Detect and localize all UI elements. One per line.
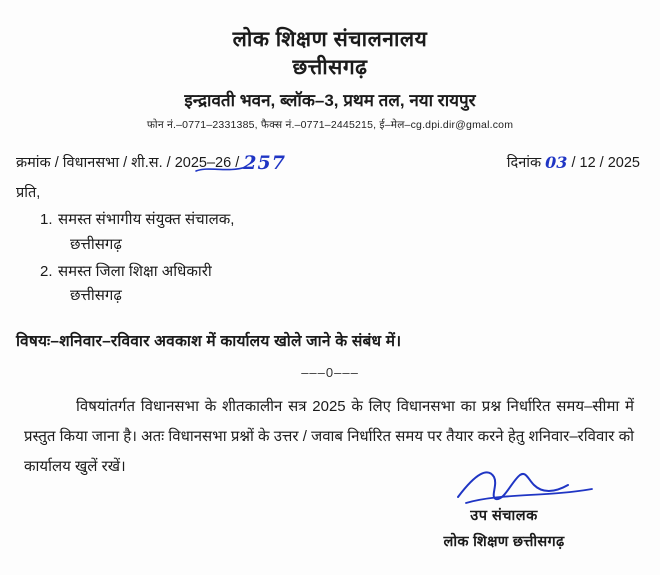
- reference-prefix: क्रमांक / विधानसभा / शी.स. / 2025–26 /: [16, 155, 240, 172]
- list-item-number: 2.: [40, 262, 53, 280]
- signature-block: [374, 461, 634, 551]
- signature-ink: [374, 461, 634, 505]
- signatory-designation: उप संचालक: [470, 508, 538, 524]
- section-divider: –––0–––: [301, 365, 359, 381]
- reference-number-block: [16, 150, 286, 175]
- organization-name: लोक शिक्षण संचालनालय: [232, 28, 428, 51]
- contact-line: फोन नं.–0771–2331385, फैक्स नं.–0771–2445215, ई–मेल–cg.dpi.dir@gmal.com: [146, 119, 514, 132]
- list-item-line1: समस्त संभागीय संयुक्त संचालक,: [58, 211, 235, 229]
- date-block: [507, 152, 644, 172]
- list-item: [0, 208, 660, 256]
- office-address: इन्द्रावती भवन, ब्लॉक–3, प्रथम तल, नया रायपुर: [184, 90, 476, 110]
- list-item-number: 1.: [40, 211, 53, 229]
- handwritten-signature-icon: [450, 463, 600, 509]
- list-item-line2: छत्तीसगढ़: [70, 287, 122, 305]
- date-label: दिनांक: [506, 155, 542, 172]
- list-item: [0, 260, 660, 308]
- date-day-handwritten: 03: [545, 153, 568, 173]
- reference-number-handwritten: 257: [243, 152, 286, 175]
- state-name: छत्तीसगढ़: [292, 56, 368, 80]
- list-item-line1: समस्त जिला शिक्षा अधिकारी: [58, 262, 212, 280]
- salutation: प्रति,: [16, 185, 41, 202]
- signatory-office: लोक शिक्षण छत्तीसगढ़: [443, 534, 565, 550]
- subject-text: शनिवार–रविवार अवकाश में कार्यालय खोले जाने के संबंध में।: [59, 333, 402, 351]
- list-item-line2: छत्तीसगढ़: [70, 235, 122, 253]
- subject-label: विषयः–: [16, 333, 60, 351]
- reference-row: [16, 150, 644, 175]
- body-paragraph-text: विषयांतर्गत विधानसभा के शीतकालीन सत्र 2025 के लिए विधानसभा का प्रश्न निर्धारित समय–सीमा में प्रस्तुत किया जाना है। अतः विधानसभा प्रश्नों के उत्तर / जवाब निर्धारित समय पर तैयार करने हेतु शनिवार–रविवार को कार्यालय खुलें रखें।: [24, 398, 634, 476]
- date-rest: / 12 / 2025: [571, 155, 640, 172]
- addressee-list: [0, 208, 660, 307]
- letterhead: [0, 0, 660, 132]
- subject-line: [16, 329, 644, 351]
